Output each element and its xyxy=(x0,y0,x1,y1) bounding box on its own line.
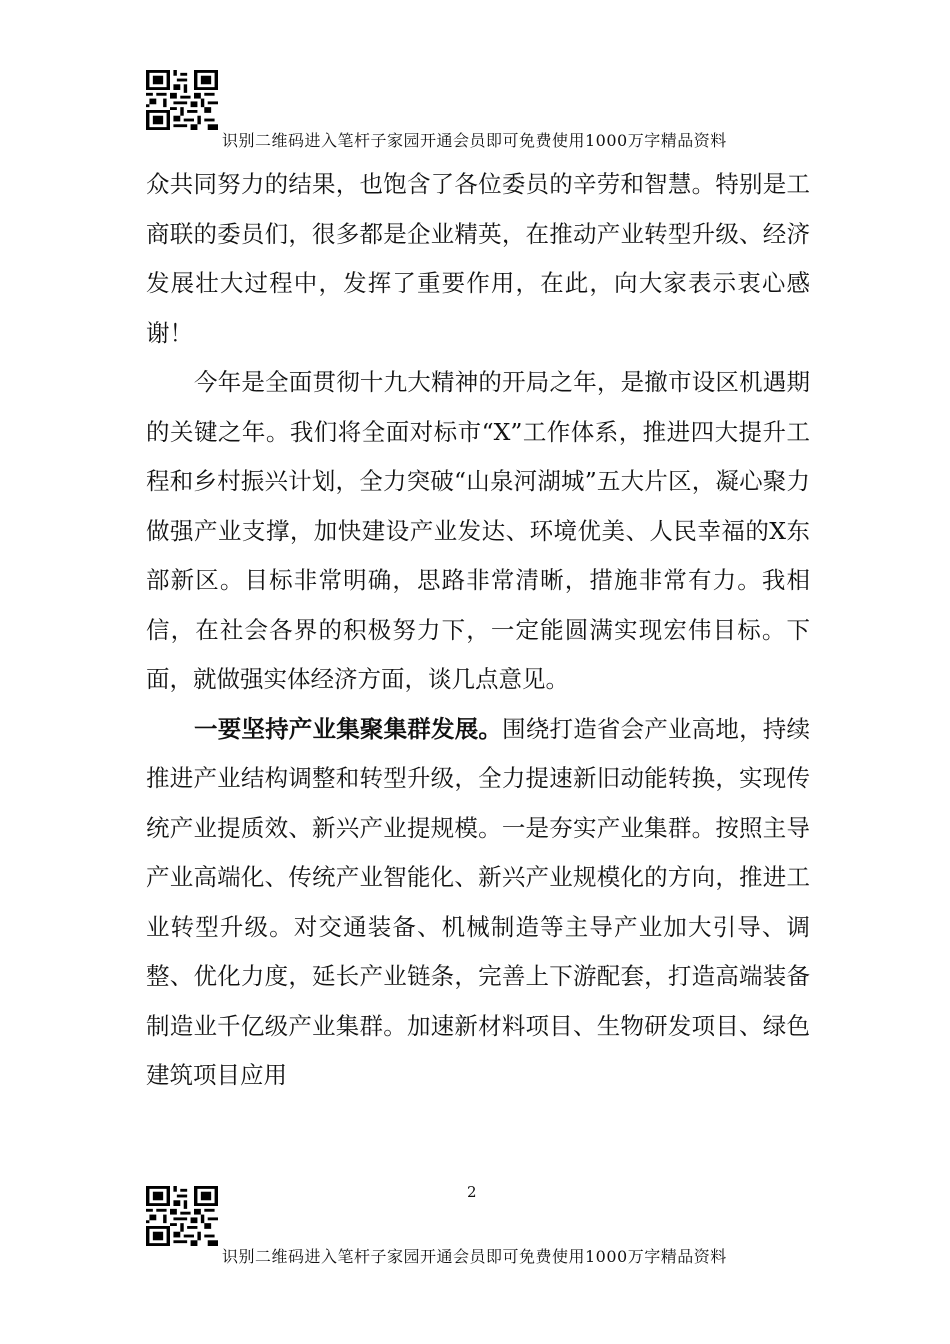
qr-graphic xyxy=(146,1186,218,1246)
paragraph-3 xyxy=(146,705,810,1101)
footer-qr-code-icon xyxy=(146,1186,218,1246)
qr-graphic xyxy=(146,70,218,130)
footer-banner: 识别二维码进入笔杆子家园开通会员即可免费使用1000万字精品资料 xyxy=(222,1247,727,1266)
header-banner: 识别二维码进入笔杆子家园开通会员即可免费使用1000万字精品资料 xyxy=(222,131,727,150)
paragraph-2: 今年是全面贯彻十九大精神的开局之年，是撤市设区机遇期的关键之年。我们将全面对标市“X”工作体系，推进四大提升工程和乡村振兴计划，全力突破“山泉河湖城”五大片区，凝心聚力做强产业支撑，加快建设产业发达、环境优美、人民幸福的X东部新区。目标非常明确，思路非常清晰，措施非常有力。我相信，在社会各界的积极努力下，一定能圆满实现宏伟目标。下面，就做强实体经济方面，谈几点意见。 xyxy=(146,368,810,693)
header-qr-code-icon xyxy=(146,70,218,130)
section-heading: 一要坚持产业集聚集群发展。 xyxy=(194,714,503,743)
paragraph-1: 众共同努力的结果，也饱含了各位委员的辛劳和智慧。特别是工商联的委员们，很多都是企业精英，在推动产业转型升级、经济发展壮大过程中，发挥了重要作用，在此，向大家表示衷心感谢！ xyxy=(146,170,810,347)
document-body xyxy=(146,160,810,1101)
page-number: 2 xyxy=(467,1183,477,1201)
paragraph-3-text: 围绕打造省会产业高地，持续推进产业结构调整和转型升级，全力提速新旧动能转换，实现传统产业提质效、新兴产业提规模。一是夯实产业集群。按照主导产业高端化、传统产业智能化、新兴产业规模化的方向，推进工业转型升级。对交通装备、机械制造等主导产业加大引导、调整、优化力度，延长产业链条，完善上下游配套，打造高端装备制造业千亿级产业集群。加速新材料项目、生物研发项目、绿色建筑项目应用 xyxy=(146,714,811,1089)
